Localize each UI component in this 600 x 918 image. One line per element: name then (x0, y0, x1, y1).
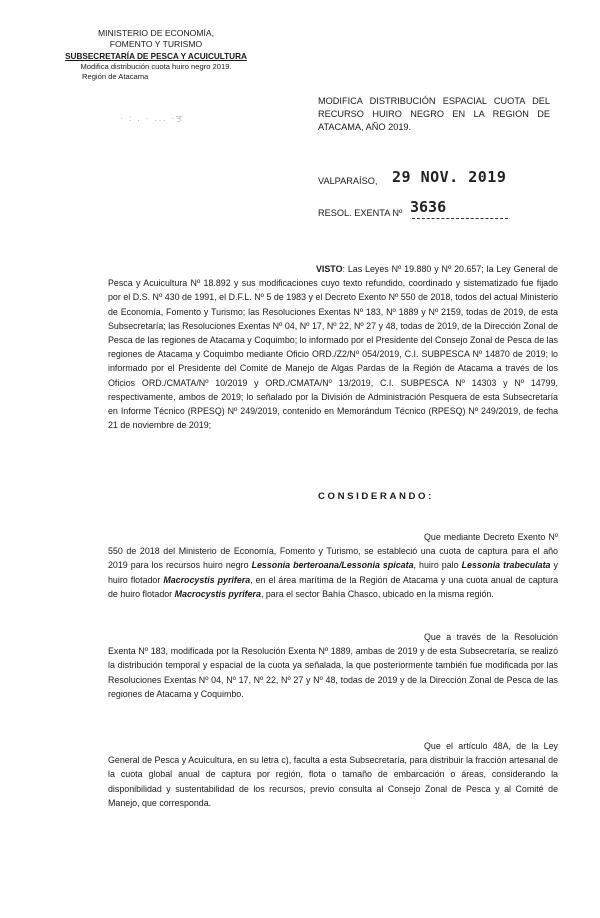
p1-text-e: y huiro flotador (108, 560, 558, 585)
resolution-subject: MODIFICA DISTRIBUCIÓN ESPACIAL CUOTA DEL RECURSO HUIRO NEGRO EN LA REGION DE ATACAMA, AÑO 2019. (318, 96, 550, 132)
considerando-heading: CONSIDERANDO: (318, 491, 434, 502)
considerando-paragraph-2: Que a través de la Resolución Exenta Nº 183, modificada por la Resolución Exenta Nº 1889, ambas de 2019 y de esta Subsecretaría, se realizó la distribución temporal y espacial de la cuota ya señalada, la que posteriormente también fue modificada por las Resoluciones Exentas Nº 04, Nº 17, Nº 22, Nº 27 y Nº 48, todas de 2019 y de la Dirección Zonal de Pesca de las regiones de Atacama y Coquimbo. (108, 632, 558, 699)
p1-text-c: , huiro palo (413, 560, 462, 571)
place-and-date (318, 168, 558, 192)
p1-text-g: , en el área marítima de la Región de Atacama y una cuota anual de captura de huiro flotador (108, 574, 559, 599)
ministry-name-line2: FOMENTO Y TURISMO (109, 39, 203, 50)
place-label: VALPARAÍSO, (318, 176, 378, 186)
document-region-note: Región de Atacama (82, 72, 149, 82)
species-huiro-negro: Lessonia berteroana/Lessonia spicata (251, 560, 414, 571)
considerando-paragraph-1 (108, 530, 558, 601)
letterhead (56, 28, 256, 82)
ministry-name-line1: MINISTERIO DE ECONOMÍA, (97, 28, 215, 38)
faded-stamp-text: · : . · ... ·ਤ (120, 114, 184, 123)
resolution-number: 3636 (410, 198, 447, 216)
species-huiro-palo: Lessonia trabeculata (461, 560, 551, 571)
date-stamp: 29 NOV. 2019 (392, 168, 507, 186)
resolution-label: RESOL. EXENTA Nº (318, 208, 403, 218)
p1-text-i: , para el sector Bahía Chasco, ubicado en la misma región. (260, 588, 494, 599)
visto-paragraph (108, 262, 558, 432)
subsecretaria-name: SUBSECRETARÍA DE PESCA Y ACUICULTURA (65, 51, 247, 61)
species-huiro-flotador: Macrocystis pyrifera (163, 574, 251, 585)
document-summary-note: Modifica distribución cuota huiro negro 2019. (80, 62, 232, 72)
species-huiro-flotador-2: Macrocystis pyrifera (174, 588, 261, 599)
resolution-number-block (318, 198, 558, 222)
visto-text: : Las Leyes Nº 19.880 y Nº 20.657; la Ley General de Pesca y Acuicultura Nº 18.892 y sus modificaciones cuyo texto refundido, coordinado y sistematizado fue fijado por el D.S. Nº 430 de 1991, el D.F.L. Nº 5 de 1983 y el Decreto Exento Nº 550 de 2018, todos del actual Ministerio de Economía, Fomento y Turismo; las Resoluciones Exentas Nº 183, Nº 1889 y Nº 2159, todas de 2019, de esta Subsecretaría; las Resoluciones Exentas Nº 04, Nº 17, Nº 22, Nº 27 y 48, todas de 2019, de la Dirección Zonal de Pesca de las regiones de Atacama y Coquimbo; lo informado por el Presidente del Consejo Zonal de Pesca de las regiones de Atacama y Coquimbo mediante Oficio ORD./Z2/Nº 054/2019, C.I. SUBPESCA Nº 14870 de 2019; lo informado por el Presidente del Comité de Manejo de Algas Pardas de la Región de Atacama a través de los Oficios ORD./CMATA/Nº 10/2019 y ORD./CMATA/Nº 13/2019, C.I. SUBPESCA Nº 14303 y Nº 14799, respectivamente, ambos de 2019; lo señalado por la División de Administración Pesquera de esta Subsecretaría en Informe Técnico (RPESQ) Nº 249/2019, contenido en Memorándum Técnico (RPESQ) Nº 249/2019, de fecha 21 de noviembre de 2019; (108, 264, 558, 431)
visto-label: VISTO (316, 264, 343, 274)
p1-text-a: Que mediante Decreto Exento Nº 550 de 2018 del Ministerio de Economía, Fomento y Turismo, se estableció una cuota de captura para el año 2019 para los recursos huiro negro (108, 532, 558, 571)
resolution-number-line (412, 218, 508, 219)
considerando-paragraph-3: Que el artículo 48A, de la Ley General de Pesca y Acuicultura, en su letra c), faculta a esta Subsecretaría, para distribuir la fracción artesanal de la cuota global anual de captura por región, flota o tamaño de embarcación o áreas, considerando la disponibilidad y sustentabilidad de los recursos, previo consulta al Consejo Zonal de Pesca y al Comité de Manejo, que corresponda. (108, 741, 558, 808)
